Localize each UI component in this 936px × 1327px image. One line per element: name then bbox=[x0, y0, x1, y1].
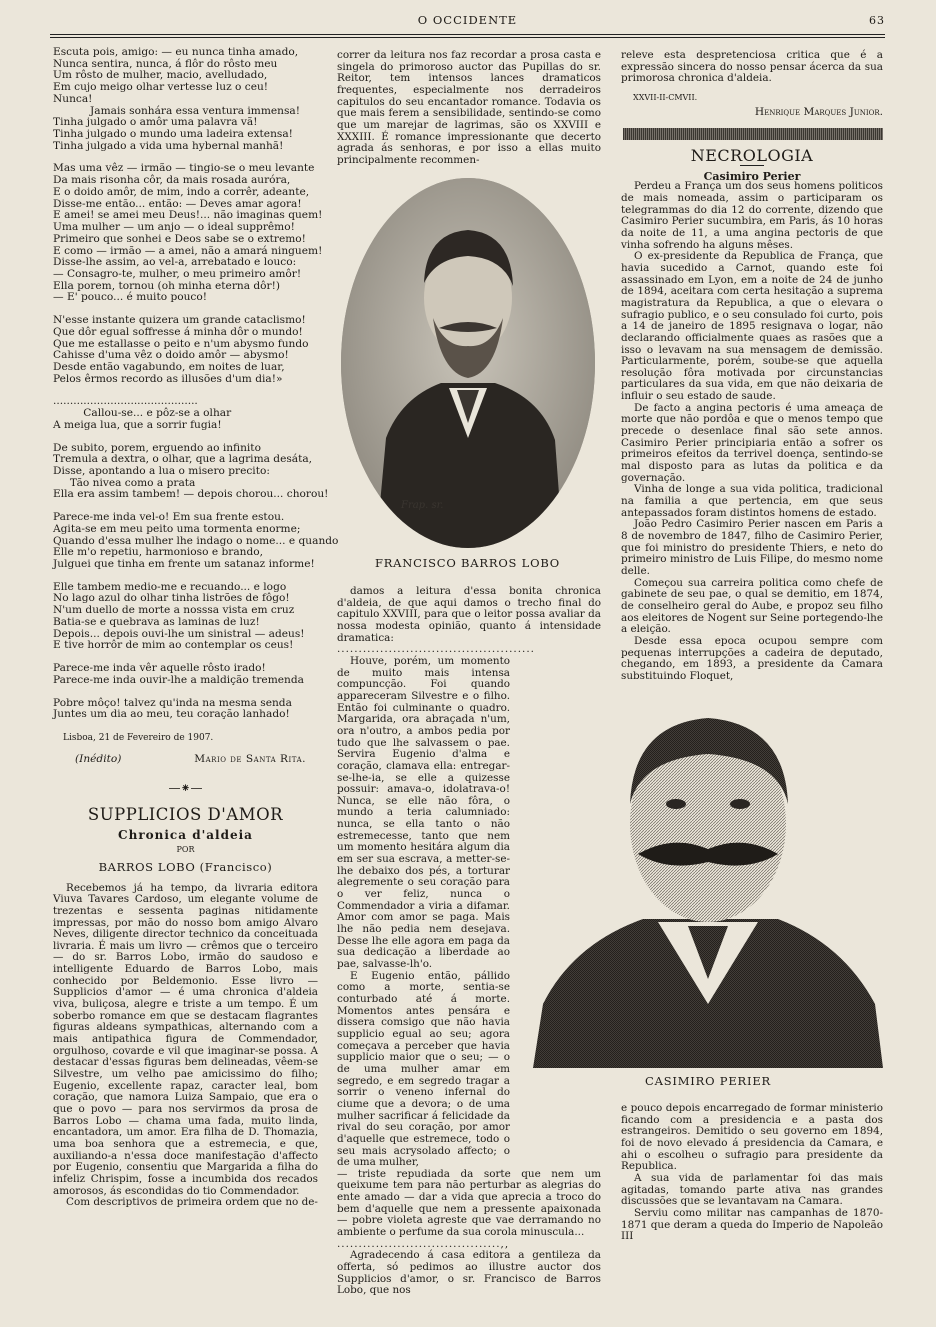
article-paragraph: E Eugenio então, pállido como a morte, sentia-se conturbado até á morte. Momentos antes pensára e dissera comsigo que não havia supplicio egual ao seu; agora começava a perceber que havia supplicio maior que o seu; — o de uma mulher amar em segredo, e em segredo tragar a sorrir o veneno infernal do ciume que a devora; o de uma mulher sacrificar á felicidade da rival do seu coração, por amor d'aquelle que estremece, todo o seu mais acrysolado affecto; o de uma mulher, bbox=[337, 969, 510, 1169]
article-title: SUPPLICIOS D'AMOR bbox=[87, 804, 284, 824]
column-right-bottom bbox=[621, 1103, 883, 1243]
obituary-subject: Casimiro Perier bbox=[703, 169, 801, 183]
column-left bbox=[53, 46, 339, 1209]
column-right-top bbox=[621, 50, 883, 118]
portrait-barros-lobo bbox=[341, 178, 595, 548]
article-paragraph: Começou sua carreira politica como chefe de gabinete de seu pae, o qual se demitio, em 1874, de conselheiro geral do Aube, e propoz seu filho aos eleitores de Nogent sur Seine portegendo-lhe a eleição. bbox=[621, 576, 883, 636]
poem-stanza: Mas uma vêz — irmão — tingio-se o meu levante Da mais risonha côr, da mais rosada auróra, E o doido amôr, de mim, indo a corrêr, adeante, Disse-me então... então: — Deves amar agora! E amei! se amei meu Deus!... não imaginas quem! Uma mulher — um anjo — o ideal supprêmo! Primeiro que sonhei e Deos sabe se o extremo! E como — irmão — a amei, não a amará ninguem! Disse-lhe assim, ao vel-a, arrebatado e louco: — Consagro-te, mulher, o meu primeiro amôr! Ella porem, tornou (oh minha eterna dôr!) — E' pouco... é muito pouco! bbox=[53, 162, 323, 304]
portrait-casimiro-perier bbox=[533, 704, 883, 1068]
column-middle-top bbox=[337, 50, 601, 167]
separator-dots: ......................................,, bbox=[337, 1238, 510, 1250]
article-paragraph: Vinha de longe a sua vida politica, tradicional na familia a que pertencia, em que seus antepassados foram distintos homens de estado. bbox=[621, 483, 883, 519]
portrait-engraving-image bbox=[341, 178, 595, 548]
poem-dots: ........................................... bbox=[53, 395, 198, 408]
article-paragraph: damos a leitura d'essa bonita chronica d'aldeia, de que aqui damos o trecho final do capitulo XXVIII, para que o leitor possa avaliar da nossa modesta opinião, quanto á intensidade dramatica: bbox=[337, 585, 601, 644]
header-rule bbox=[50, 34, 885, 35]
poem-stanza: N'esse instante quizera um grande cataclismo! Que dôr egual soffresse á minha dôr o mundo! Que me estallasse o peito e n'um abysmo fundo Cahisse d'uma vêz o doido amôr — abysmo! Desde então vagabundo, em noites de luar, Pelos êrmos recordo as illusões d'um dia!» bbox=[53, 314, 309, 385]
poem-stanza: De subito, porem, erguendo ao infinito Tremula a dextra, o olhar, que a lagrima desáta, Disse, apontando a lua o misero precito: Tão nivea como a prata Ella era assim tambem! — depois chorou... chorou! bbox=[53, 441, 329, 501]
poem-signature-row bbox=[53, 754, 318, 766]
title-rule bbox=[740, 165, 764, 166]
article-paragraph: Serviu como militar nas campanhas de 1870-1871 que deram a queda do Imperio de Napoleão III bbox=[621, 1206, 883, 1243]
ornament-divider: —⁕— bbox=[168, 781, 203, 796]
header-rule-2 bbox=[50, 37, 885, 38]
article-paragraph: correr da leitura nos faz recordar a prosa casta e singela do primoroso auctor das Pupillas do sr. Reitor, tem intensos lances dramaticos frequentes, especialmente nos derradeiros capitulos do seu encantador romance. Todavia os que mais ferem a sensibilidade, sentindo-se como que um marejar de lagrimas, são os XXVIII e XXXIII. É romance impressionante que decerto agrada ás senhoras, e por isso a ellas muito principalmente recommen- bbox=[337, 49, 601, 166]
column-right-obituary bbox=[621, 146, 883, 683]
page-number: 63 bbox=[869, 14, 885, 27]
article-subtitle: Chronica d'aldeia bbox=[118, 827, 253, 842]
poem-stanza: Callou-se... e pôz-se a olhar A meiga lua, que a sorrir fugia! bbox=[53, 407, 232, 431]
review-date: XXVII-II-CMVII. bbox=[633, 92, 698, 102]
article-author: BARROS LOBO (Francisco) bbox=[98, 859, 273, 874]
article-paragraph: Perdeu a França um dos seus homens politicos de mais nomeada, assim o participaram os telegrammas do dia 12 do corrente, dizendo que Casimiro Perier sucumbira, em Paris, ás 10 horas da noite de 11, a uma angina pectoris de que vinha sofrendo ha alguns mêses. bbox=[621, 180, 883, 251]
article-paragraph: Agradecendo á casa editora a gentileza da offerta, só pedimos ao illustre auctor dos Supplicios d'amor, o sr. Francisco de Barros Lobo, que nos bbox=[337, 1249, 601, 1297]
article-paragraph: De facto a angina pectoris é uma ameaça de morte que não pordôa e que o menos tempo que precede o desenlace final são sete annos. Casimiro Perier principiaria então a sofrer os primeiros efeitos da terrivel doença, sentindo-se mal disposto para as lutas da politica e da governação. bbox=[621, 401, 883, 484]
engraver-signature: Frap. sr. bbox=[401, 500, 444, 511]
review-signature: Henrique Marques Junior. bbox=[754, 105, 883, 118]
byline-por: POR bbox=[176, 845, 195, 855]
portrait-engraving-image bbox=[533, 704, 883, 1068]
poem-stanza: Elle tambem medio-me e recuando... e logo No lago azul do olhar tinha listrões de fôgo! N'um duello de morte a nosssa vista em cruz Batia-se e quebrava as laminas de luz! Depois... depois ouvi-lhe um sinistral — adeus! E tive horrôr de mim ao contemplar os ceus! bbox=[53, 580, 305, 652]
article-paragraph: Houve, porém, um momento de muito mais intensa compuncção. Foi quando appareceram Silvestre e o filho. Então foi culminante o quadro. Margarida, ora abraçada n'um, ora n'outro, a ambos pedia por tudo que lhe salvassem o pae. Servira Eugenio d'alma e coração, clamava ella: entregar-se-lhe-ia, se elle a quizesse possuir: amava-o, idolatrava-o! Nunca, se elle não fôra, o mundo a teria calumniado: nunca, se ella tanto o não estremecesse, tanto que nem um momento hesitára algum dia em ser sua escrava, a metter-se-lhe debaixo dos pés, a torturar alegremente o seu coração para o ver feliz, nunca o Commendador a viria a difamar. Amor com amor se paga. Mais lhe não pedia nem desejava. Desse lhe elle agora em paga da sua dedicação a liberdade ao pae, salvasse-lh'o. bbox=[337, 654, 510, 970]
poem-stanza: Parece-me inda vêr aquelle rôsto irado! Parece-me inda ouvir-lhe a maldição tremenda bbox=[53, 662, 304, 686]
portrait-caption: FRANCISCO BARROS LOBO bbox=[374, 556, 561, 570]
section-title: NECROLOGIA bbox=[690, 146, 814, 165]
page-header bbox=[50, 12, 885, 34]
section-banner bbox=[623, 128, 883, 140]
journal-title: O OCCIDENTE bbox=[417, 13, 518, 27]
poem-dateline: Lisboa, 21 de Fevereiro de 1907. bbox=[63, 732, 214, 743]
article-paragraph: O ex-presidente da Republica de França, que havia sucedido a Carnot, quando este foi assassinado em Lyon, em a noite de 24 de junho de 1894, aceitara com certa hesitação a suprema magistratura da Republica, a que o elevara o sufragio publico, e o seu consulado foi curto, pois a 14 de janeiro de 1895 resignava o logar, não declarando officialmente quaes as rasões que a isso o levavam na sua mensagem de demissão. Particularmente, porém, soube-se que aquella resolução fôra motivada por circunstancias particulares da sua vida, em que não deixaria de influir o seu estado de saude. bbox=[621, 250, 883, 403]
article-paragraph: A sua vida de parlamentar foi das mais agitadas, tomando parte ativa nas grandes discussões que se levantavam na Camara. bbox=[621, 1171, 883, 1208]
article-paragraph: e pouco depois encarregado de formar ministerio ficando com a presidencia e a pasta dos estrangeiros. Demitido o seu governo em 1894, foi de novo elevado á presidencia da Camara, e ahi o escolheu o sufragio para presidente da Republica. bbox=[621, 1102, 883, 1173]
poem-stanza: Parece-me inda vel-o! Em sua frente estou. Agita-se em meu peito uma tormenta enorme; Quando d'essa mulher lhe indago o nome... e quando Elle m'o repetiu, harmonioso e brando, Julguei que tinha em frente um satanaz informe! bbox=[53, 511, 339, 571]
separator-dots: .............................................. bbox=[337, 644, 535, 656]
article-paragraph: Com descriptivos de primeira ordem que no de- bbox=[66, 1196, 318, 1209]
poem-stanza: Escuta pois, amigo: — eu nunca tinha amado, Nunca sentira, nunca, á flôr do rôsto meu Um rôsto de mulher, macio, avelludado, Em cujo meigo olhar vertesse luz o ceu! Nunca! Jamais sonhára essa ventura immensa! Tinha julgado o amôr uma palavra vã! Tinha julgado o mundo uma ladeira extensa! Tinha julgado a vida uma hybernal manhã! bbox=[53, 46, 300, 152]
poem-author: Mario de Santa Rita. bbox=[194, 752, 306, 765]
article-paragraph: Desde essa epoca ocupou sempre com pequenas interrupções a cadeira de deputado, chegando, em 1893, a presidente da Camara substituindo Floquet, bbox=[621, 634, 883, 682]
unpublished-note: (Inédito) bbox=[75, 752, 122, 765]
article-paragraph: releve esta despretenciosa critica que é a expressão sincera do nosso pensar ácerca da sua primorosa chronica d'aldeia. bbox=[621, 49, 883, 85]
article-paragraph: — triste repudiada da sorte que nem um queixume tem para não perturbar as alegrias do ente amado — dar a vida que aprecia a troco do bem d'aquelle que nem a pressente apaixonada — pobre violeta agreste que vae derramando no ambiente o perfume da sua corola minuscula... bbox=[337, 1167, 601, 1239]
article-paragraph: Recebemos já ha tempo, da livraria editora Viuva Tavares Cardoso, um elegante volume de trezentas e sessenta paginas nitidamente impressas, por mão do nosso bom amigo Alvaro Neves, diligente director technico da conceituada livraria. É mais um livro — crêmos que o terceiro — do sr. Barros Lobo, irmão do saudoso e intelligente Eduardo de Barros Lobo, mais conhecido por Beldemonio. Esse livro — Supplicios d'amor — é uma chronica d'aldeia viva, buliçosa, alegre e triste a um tempo. É um soberbo romance em que se destacam flagrantes figuras aldeans sympathicas, alternando com a mais antipathica figura de Commendador, orgulhoso, covarde e vil que imaginar-se possa. A destacar d'essas figuras bem delineadas, vêem-se Silvestre, um velho pae amicissimo do filho; Eugenio, excellente rapaz, caracter leal, bom coração, que namora Luiza Sampaio, que era o que o povo — para nos servirmos da prosa de Barros Lobo — chama uma fada, muito linda, encantadora, um amor. Era filha de D. Thomazia, uma boa senhora que a estremecia, e que, auxiliando-a n'essa doce manifestação d'affecto por Eugenio, consentiu que Margarida a filha do infeliz Chrispim, fosse a incumbida dos recados amorosos, ás escondidas do tio Commendador. bbox=[53, 881, 318, 1197]
poem-stanza: Pobre môço! talvez qu'inda na mesma senda Juntes um dia ao meu, teu coração lanhado! bbox=[53, 696, 292, 721]
article-paragraph: João Pedro Casimiro Perier nascen em Paris a 8 de novembro de 1847, filho de Casimiro Perier, que foi ministro do presidente Thiers, e neto do primeiro ministro de Luis Filipe, do mesmo nome delle. bbox=[621, 518, 883, 577]
portrait-caption: CASIMIRO PERIER bbox=[645, 1074, 771, 1088]
